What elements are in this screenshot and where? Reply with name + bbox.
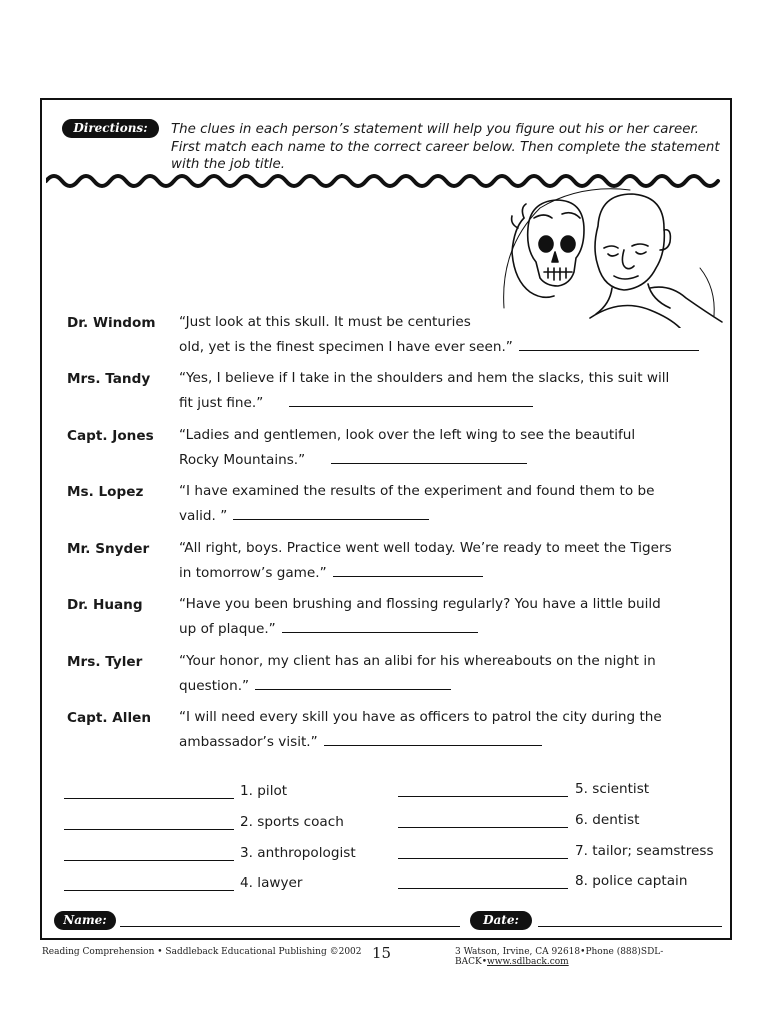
person-name: Ms. Lopez [67,484,144,500]
statement-line-2 [179,335,699,360]
statement-line-2-text: ambassador’s visit.” [179,734,318,750]
directions-badge: Directions: [62,119,159,138]
career-option: 4. lawyer [240,875,303,891]
career-option: 8. police captain [575,873,688,889]
statement-line-1: “Your honor, my client has an alibi for his whereabouts on the night in [179,653,656,669]
answer-blank[interactable] [233,507,429,520]
footer-address: 3 Watson, Irvine, CA 92618•Phone (888)SDL-BACK• [455,947,664,967]
match-blank[interactable] [64,829,234,830]
answer-blank[interactable] [324,733,542,746]
match-blank[interactable] [398,858,568,859]
statement-text [179,536,672,586]
statement-text [179,479,654,529]
answer-blank[interactable] [282,620,478,633]
statement-line-1: “I have examined the results of the experiment and found them to be [179,483,655,499]
page-number: 15 [372,944,392,962]
statement-line-2 [179,448,635,473]
statement-line-2-text: fit just fine.” [179,395,264,411]
career-option: 3. anthropologist [240,845,356,861]
match-blank[interactable] [398,827,568,828]
statement-line-1: “Just look at this skull. It must be centuries [179,314,471,330]
footer-credit: Reading Comprehension • Saddleback Educational Publishing ©2002 [42,947,362,957]
directions-text: The clues in each person’s statement will help you figure out his or her career. First match each name to the correct career below. Then complete the statement with the job title. [171,122,720,172]
statement-line-1: “Have you been brushing and flossing regularly? You have a little build [179,596,661,612]
name-field[interactable] [120,926,460,927]
answer-blank[interactable] [255,677,451,690]
man-holding-skull-illustration [500,188,726,328]
statement-line-2-text: question.” [179,678,250,694]
career-option: 5. scientist [575,781,650,797]
match-blank[interactable] [398,888,568,889]
match-blank[interactable] [64,860,234,861]
person-name: Dr. Huang [67,597,143,613]
statement-text [179,649,656,699]
statement-text [179,705,662,755]
career-option: 7. tailor; seamstress [575,843,714,859]
wavy-divider [46,167,726,189]
person-name: Mrs. Tandy [67,371,151,387]
person-name: Dr. Windom [67,315,156,331]
statement-line-2 [179,391,669,416]
statement-line-2-text: Rocky Mountains.” [179,452,306,468]
person-name: Mrs. Tyler [67,654,143,670]
career-option: 2. sports coach [240,814,344,830]
match-blank[interactable] [64,798,234,799]
statement-line-1: “All right, boys. Practice went well today. We’re ready to meet the Tigers [179,540,672,556]
date-field[interactable] [538,926,722,927]
statement-text [179,310,699,360]
footer-contact [455,947,768,967]
footer-url[interactable]: www.sdlback.com [487,957,569,967]
statement-text [179,366,669,416]
answer-blank[interactable] [333,564,483,577]
person-name: Mr. Snyder [67,541,150,557]
answer-blank[interactable] [289,394,533,407]
statement-line-1: “I will need every skill you have as officers to patrol the city during the [179,709,662,725]
statement-line-2-text: up of plaque.” [179,621,276,637]
answer-blank[interactable] [519,338,699,351]
statement-line-2-text: old, yet is the finest specimen I have ever seen.” [179,339,513,355]
statement-line-1: “Ladies and gentlemen, look over the left wing to see the beautiful [179,427,636,443]
statement-line-2 [179,730,662,755]
statement-line-2-text: in tomorrow’s game.” [179,565,327,581]
career-option: 1. pilot [240,783,288,799]
statement-line-1: “Yes, I believe if I take in the shoulders and hem the slacks, this suit will [179,370,670,386]
match-blank[interactable] [398,796,568,797]
statement-text [179,592,661,642]
statement-line-2-text: valid. ” [179,508,228,524]
statement-line-2 [179,504,654,529]
career-option: 6. dentist [575,812,640,828]
statement-line-2 [179,674,656,699]
statement-line-2 [179,561,672,586]
statement-text [179,423,635,473]
answer-blank[interactable] [331,451,527,464]
statement-line-2 [179,617,661,642]
person-name: Capt. Jones [67,428,154,444]
person-name: Capt. Allen [67,710,152,726]
date-badge: Date: [470,911,532,930]
name-badge: Name: [54,911,116,930]
match-blank[interactable] [64,890,234,891]
